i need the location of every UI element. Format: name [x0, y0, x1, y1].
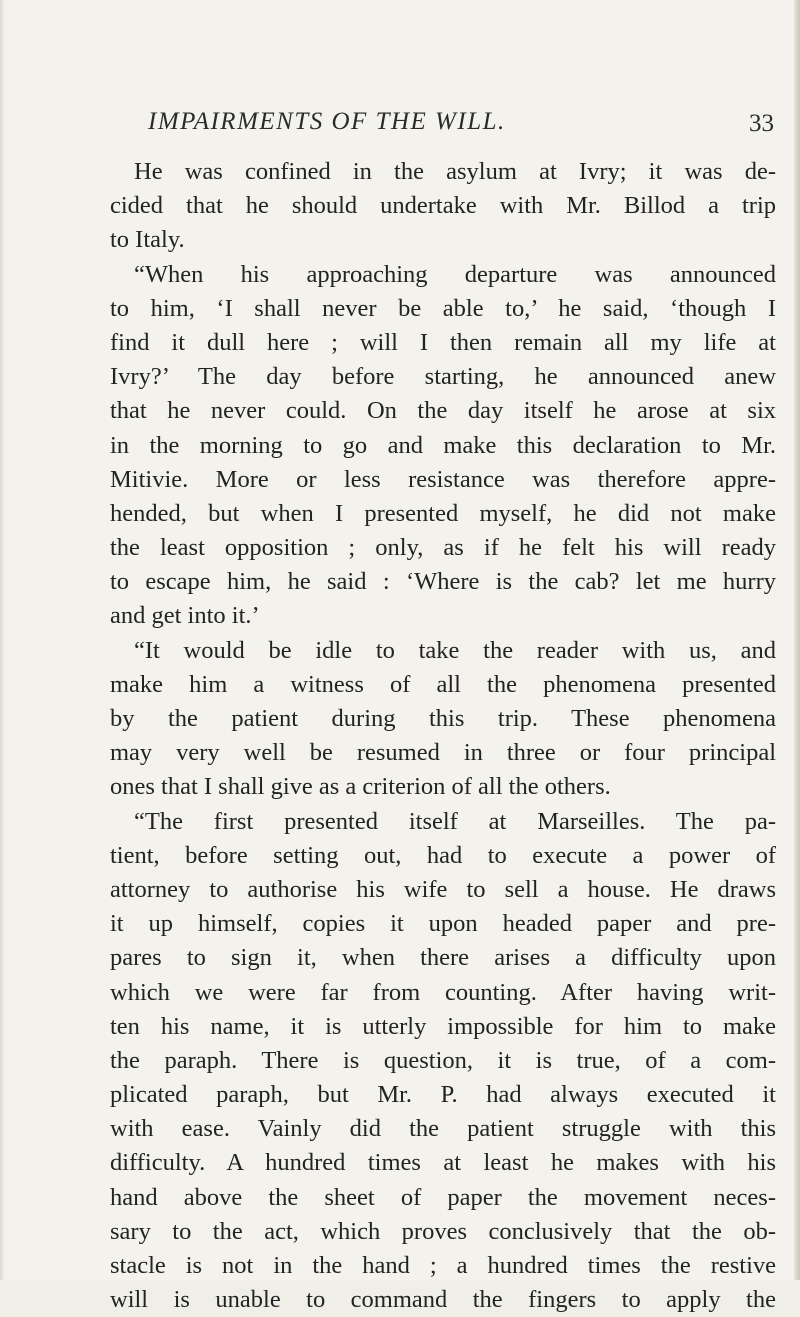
text-line: ten his name, it is utterly impossible for him to make	[110, 1012, 776, 1040]
text-line: the paraph. There is question, it is true, of a com-	[110, 1046, 776, 1074]
text-line: “The first presented itself at Marseilles. The pa-	[134, 807, 776, 835]
text-line: He was confined in the asylum at Ivry; it was de-	[134, 158, 776, 185]
text-line: “It would be idle to take the reader with us, and	[134, 636, 776, 664]
page-right-edge	[794, 0, 800, 1280]
page-number: 33	[749, 110, 774, 137]
text-line: and get into it.’	[110, 602, 260, 630]
text-line: plicated paraph, but Mr. P. had always executed it	[110, 1081, 776, 1109]
page-left-edge	[0, 0, 4, 1280]
running-head: IMPAIRMENTS OF THE WILL.	[148, 108, 506, 135]
text-line: make him a witness of all the phenomena presented	[110, 670, 776, 698]
text-line: to Italy.	[110, 226, 185, 254]
text-line: tient, before setting out, had to execute a power of	[110, 841, 776, 869]
text-line: will is unable to command the fingers to apply the	[110, 1286, 776, 1314]
text-line: with ease. Vainly did the patient struggle with this	[110, 1115, 776, 1143]
text-line: find it dull here ; will I then remain all my life at	[110, 328, 776, 356]
text-line: the least opposition ; only, as if he felt his will ready	[110, 534, 776, 562]
text-line: Ivry?’ The day before starting, he announced anew	[110, 363, 776, 391]
text-line: hand above the sheet of paper the movement neces-	[110, 1183, 776, 1211]
text-line: it up himself, copies it upon headed paper and pre-	[110, 910, 776, 938]
text-line: sary to the act, which proves conclusively that the ob-	[110, 1217, 776, 1245]
text-line: difficulty. A hundred times at least he makes with his	[110, 1149, 776, 1177]
text-line: cided that he should undertake with Mr. Billod a trip	[110, 192, 776, 220]
text-line: hended, but when I presented myself, he did not make	[110, 499, 776, 527]
text-line: stacle is not in the hand ; a hundred times the restive	[110, 1252, 776, 1279]
text-line: may very well be resumed in three or four principal	[110, 739, 776, 767]
text-line: that he never could. On the day itself he arose at six	[110, 397, 776, 425]
text-line: in the morning to go and make this declaration to Mr.	[110, 431, 776, 459]
page-header	[148, 108, 774, 148]
text-line: pares to sign it, when there arises a difficulty upon	[110, 944, 776, 972]
body-text	[110, 155, 776, 1317]
text-line: to escape him, he said : ‘Where is the cab? let me hurry	[110, 568, 776, 596]
text-line: Mitivie. More or less resistance was therefore appre-	[110, 465, 776, 493]
text-line: “When his approaching departure was announced	[134, 260, 776, 288]
text-line: which we were far from counting. After having writ-	[110, 978, 776, 1006]
text-line: to him, ‘I shall never be able to,’ he said, ‘though I	[110, 294, 776, 322]
text-line: by the patient during this trip. These phenomena	[110, 705, 776, 732]
text-line: ones that I shall give as a criterion of all the others.	[110, 773, 611, 801]
text-line: attorney to authorise his wife to sell a house. He draws	[110, 875, 776, 903]
